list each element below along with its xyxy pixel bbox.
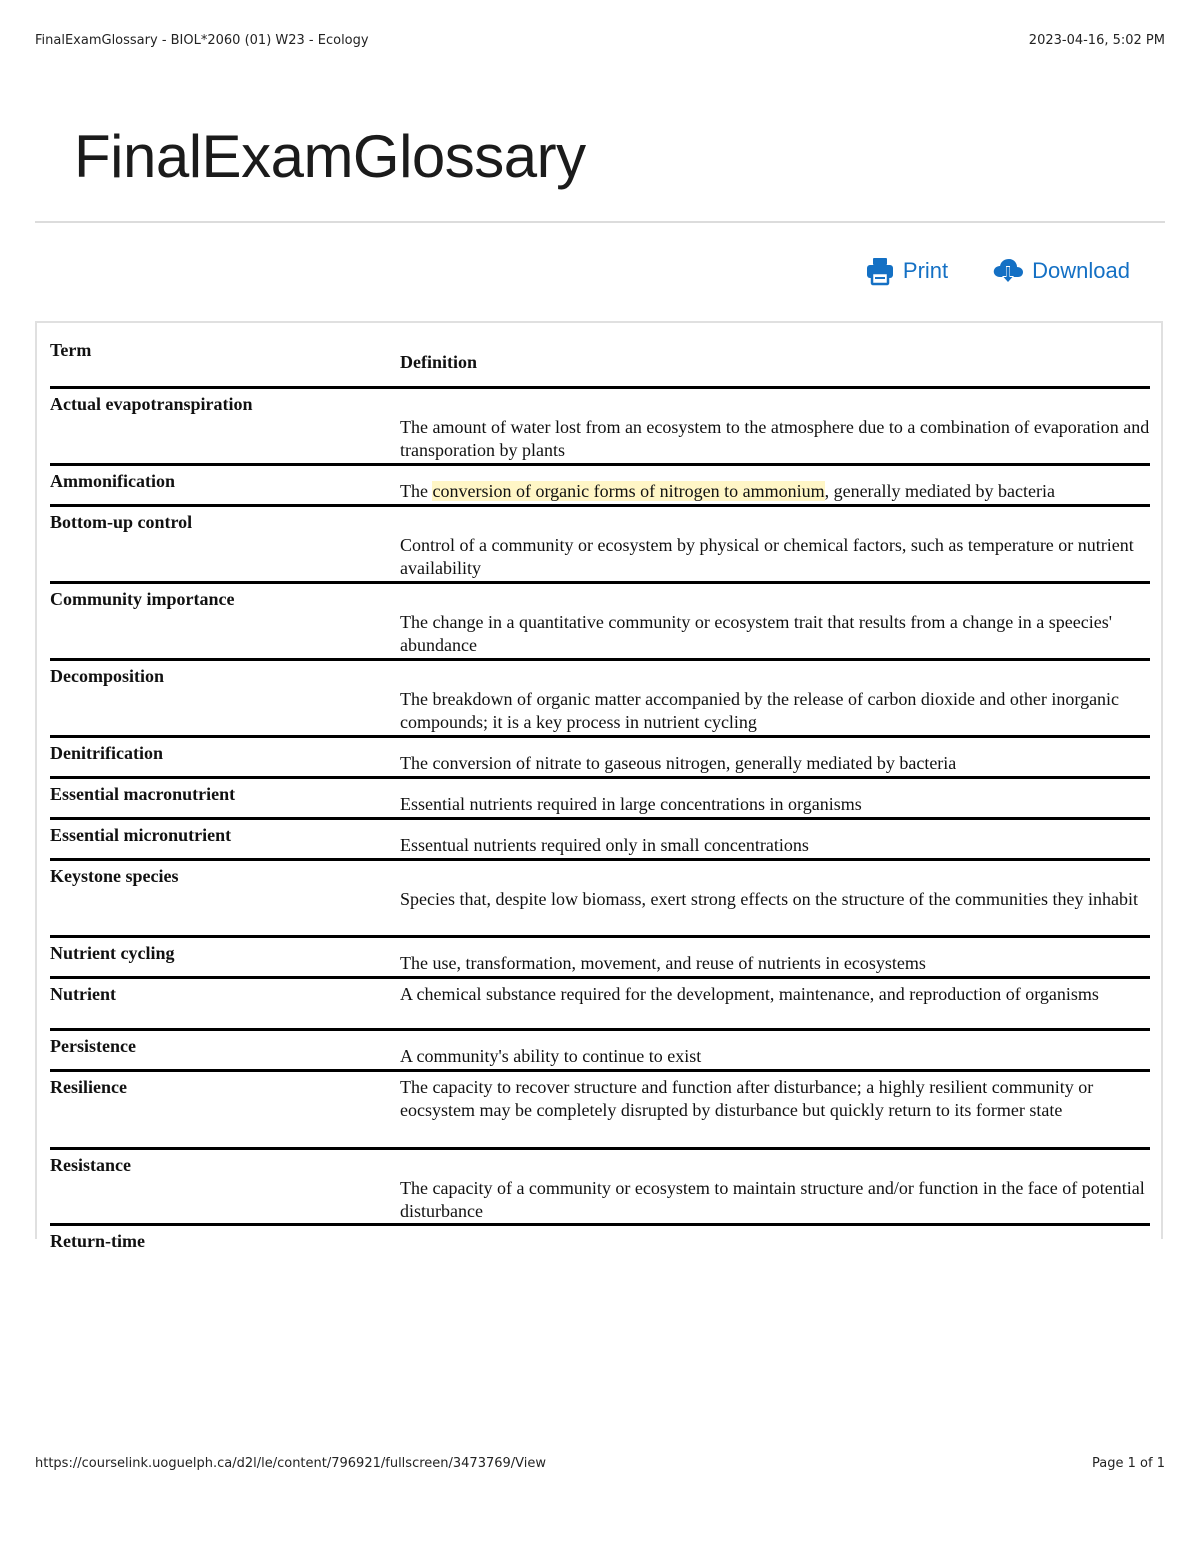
print-button[interactable] [865, 256, 948, 286]
term-cell: Nutrient cycling [50, 943, 175, 963]
glossary-table [50, 335, 1150, 1266]
term-cell: Essential macronutrient [50, 784, 236, 804]
table-row [50, 1226, 1150, 1266]
title-divider [35, 221, 1165, 223]
print-button-label: Print [902, 258, 949, 283]
download-button-label: Download [1032, 258, 1130, 283]
table-row [50, 661, 1150, 738]
print-footer-page-number: Page 1 of 1 [1092, 1456, 1165, 1471]
definition-cell: The change in a quantitative community or ecosystem trait that results from a change in a speecies' abundance [400, 612, 1113, 655]
definition-text: , generally mediated by bacteria [824, 481, 1055, 501]
page-title: FinalExamGlossary [74, 123, 586, 190]
print-header [35, 33, 1165, 48]
definition-cell: The use, transformation, movement, and reuse of nutrients in ecosystems [400, 953, 926, 973]
highlighted-text: conversion of organic forms of nitrogen to ammonium [432, 481, 825, 501]
print-header-date: 2023-04-16, 5:02 PM [1028, 33, 1165, 48]
print-footer [35, 1456, 1165, 1471]
table-row [50, 779, 1150, 820]
print-header-title: FinalExamGlossary - BIOL*2060 (01) W23 - Ecology [35, 33, 369, 48]
table-header-row [50, 335, 1150, 389]
table-row [50, 1150, 1150, 1226]
definition-cell: The capacity to recover structure and function after disturbance; a highly resilient community or eocsystem may be completely disrupted by disturbance but quickly return to its former state [400, 1077, 1094, 1120]
table-row [50, 1031, 1150, 1072]
term-cell: Community importance [50, 589, 235, 609]
definition-cell: Essentual nutrients required only in small concentrations [400, 835, 809, 855]
term-cell: Bottom-up control [50, 512, 193, 532]
table-row [50, 938, 1150, 979]
definition-cell: The capacity of a community or ecosystem to maintain structure and/or function in the face of potential disturbance [400, 1178, 1145, 1221]
term-cell: Return-time [50, 1231, 145, 1251]
definition-cell: Species that, despite low biomass, exert strong effects on the structure of the communities they inhabit [400, 889, 1138, 909]
table-row [50, 584, 1150, 661]
printer-icon [865, 256, 895, 286]
term-cell: Ammonification [50, 471, 175, 491]
header-definition: Definition [400, 352, 478, 372]
definition-cell: The amount of water lost from an ecosystem to the atmosphere due to a combination of evaporation and transporation by plants [400, 417, 1150, 460]
table-row [50, 738, 1150, 779]
term-cell: Actual evapotranspiration [50, 394, 253, 414]
definition-cell: A chemical substance required for the development, maintenance, and reproduction of organisms [400, 984, 1099, 1004]
table-row [50, 466, 1150, 507]
toolbar-actions [865, 256, 1130, 286]
term-cell: Keystone species [50, 866, 179, 886]
term-cell: Resistance [50, 1155, 131, 1175]
term-cell: Denitrification [50, 743, 163, 763]
definition-cell: Control of a community or ecosystem by physical or chemical factors, such as temperature or nutrient availability [400, 535, 1134, 578]
print-footer-url: https://courselink.uoguelph.ca/d2l/le/content/796921/fullscreen/3473769/View [35, 1456, 547, 1471]
definition-cell [400, 1226, 1150, 1266]
term-cell: Persistence [50, 1036, 136, 1056]
table-row [50, 820, 1150, 861]
term-cell: Decomposition [50, 666, 164, 686]
table-row [50, 861, 1150, 938]
table-row [50, 507, 1150, 584]
definition-cell [400, 466, 1150, 504]
content-frame [35, 321, 1163, 1251]
definition-cell: The conversion of nitrate to gaseous nitrogen, generally mediated by bacteria [400, 753, 957, 773]
table-row [50, 1072, 1150, 1150]
term-cell: Nutrient [50, 984, 116, 1004]
download-button[interactable] [992, 256, 1130, 286]
term-cell: Resilience [50, 1077, 127, 1097]
definition-cell: Essential nutrients required in large concentrations in organisms [400, 794, 862, 814]
definition-cell: The breakdown of organic matter accompanied by the release of carbon dioxide and other inorganic compounds; it is a key process in nutrient cycling [400, 689, 1120, 732]
term-cell: Essential micronutrient [50, 825, 232, 845]
definition-cell: A community's ability to continue to exist [400, 1046, 702, 1066]
table-row [50, 389, 1150, 466]
header-term: Term [50, 340, 92, 360]
table-row [50, 979, 1150, 1031]
definition-text: The [400, 481, 433, 501]
cloud-download-icon [992, 256, 1024, 286]
